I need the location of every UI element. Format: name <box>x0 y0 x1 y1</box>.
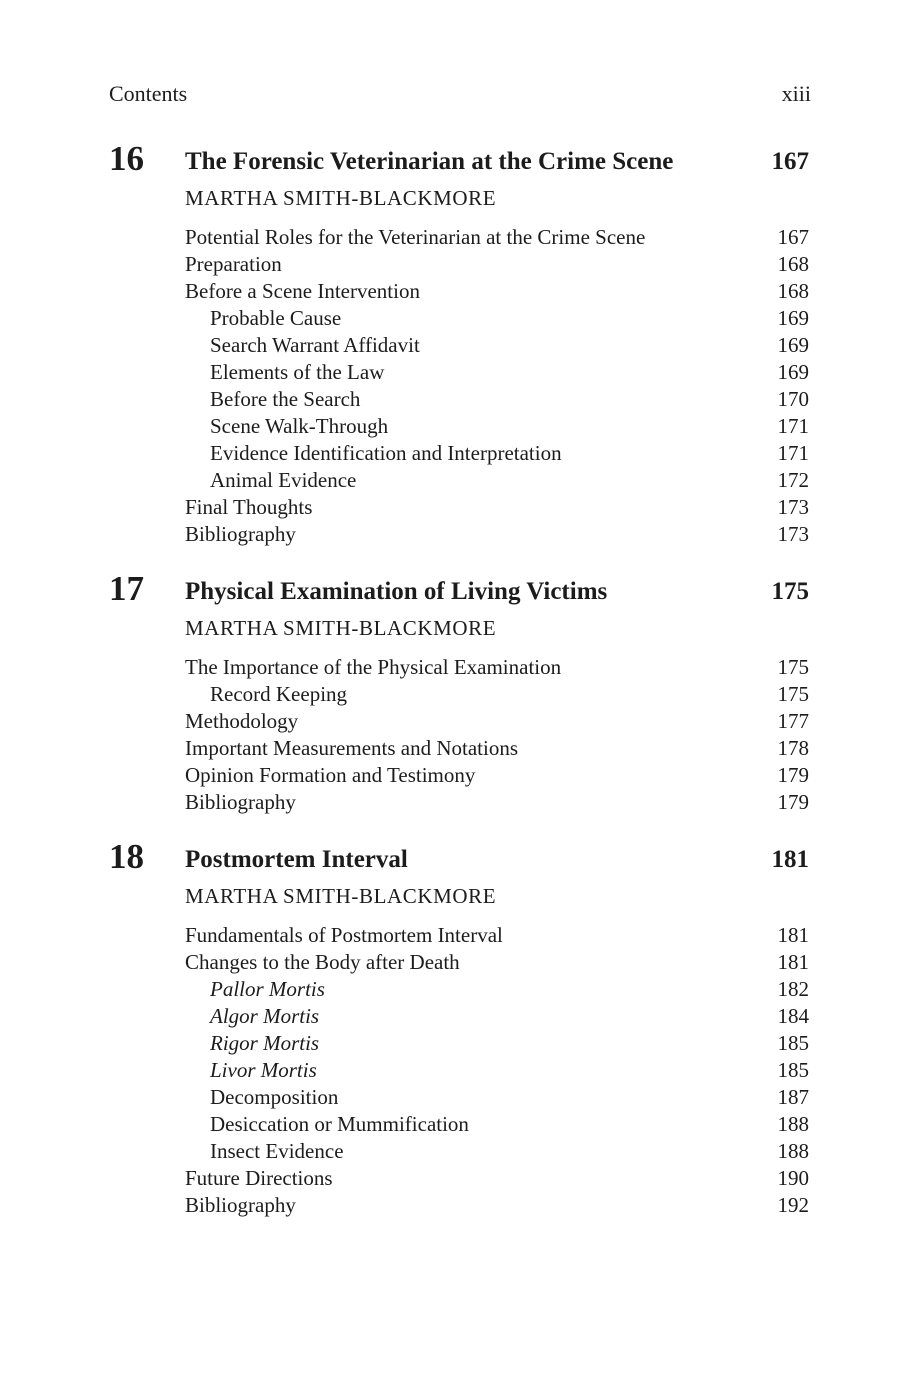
entry-label: Scene Walk-Through <box>210 414 389 438</box>
entry-page-number: 185 <box>777 1031 809 1055</box>
section-list <box>185 922 809 1219</box>
entry-page-number: 173 <box>777 495 809 519</box>
toc-subsection-entry[interactable] <box>185 440 809 467</box>
toc-subsection-entry[interactable] <box>185 1030 809 1057</box>
entry-page-number: 181 <box>777 923 809 947</box>
entry-page-number: 168 <box>777 279 809 303</box>
toc-section-entry[interactable] <box>185 224 809 251</box>
entry-page-number: 169 <box>777 333 809 357</box>
entry-label: Elements of the Law <box>210 360 385 384</box>
entry-page-number: 184 <box>777 1004 809 1028</box>
page-number: xiii <box>781 81 811 106</box>
entry-label: Final Thoughts <box>185 495 313 519</box>
entry-label: Opinion Formation and Testimony <box>185 763 476 787</box>
entry-label: Livor Mortis <box>210 1058 317 1082</box>
entry-label: Potential Roles for the Veterinarian at the Crime Scene <box>185 225 646 249</box>
section-list <box>185 224 809 548</box>
entry-page-number: 169 <box>777 306 809 330</box>
entry-label: Decomposition <box>210 1085 339 1109</box>
toc-subsection-entry[interactable] <box>185 413 809 440</box>
entry-label: Methodology <box>185 709 299 733</box>
toc-subsection-entry[interactable] <box>185 1057 809 1084</box>
entry-label: Probable Cause <box>210 306 342 330</box>
toc-subsection-entry[interactable] <box>185 976 809 1003</box>
toc-subsection-entry[interactable] <box>185 681 809 708</box>
entry-page-number: 171 <box>777 441 809 465</box>
entry-label: Bibliography <box>185 790 296 814</box>
table-of-contents <box>109 138 809 1239</box>
entry-page-number: 177 <box>777 709 809 733</box>
toc-section-entry[interactable] <box>185 521 809 548</box>
toc-subsection-entry[interactable] <box>185 359 809 386</box>
toc-section-entry[interactable] <box>185 949 809 976</box>
toc-section-entry[interactable] <box>185 735 809 762</box>
chapter-heading <box>109 836 809 882</box>
entry-page-number: 192 <box>777 1193 809 1217</box>
chapter-block <box>109 836 809 1219</box>
entry-label: Animal Evidence <box>210 468 357 492</box>
entry-page-number: 188 <box>777 1112 809 1136</box>
entry-page-number: 175 <box>777 682 809 706</box>
entry-label: Insect Evidence <box>210 1139 344 1163</box>
entry-label: Bibliography <box>185 522 296 546</box>
entry-page-number: 172 <box>777 468 809 492</box>
entry-page-number: 190 <box>777 1166 809 1190</box>
chapter-title[interactable]: Postmortem Interval <box>185 846 408 873</box>
chapter-title[interactable]: The Forensic Veterinarian at the Crime Scene <box>185 148 674 175</box>
entry-page-number: 181 <box>777 950 809 974</box>
entry-label: Desiccation or Mummification <box>210 1112 469 1136</box>
running-head <box>109 80 811 108</box>
toc-section-entry[interactable] <box>185 251 809 278</box>
entry-label: Future Directions <box>185 1166 333 1190</box>
entry-page-number: 187 <box>777 1085 809 1109</box>
chapter-block <box>109 138 809 548</box>
chapter-block <box>109 568 809 816</box>
entry-page-number: 185 <box>777 1058 809 1082</box>
entry-page-number: 169 <box>777 360 809 384</box>
entry-label: Preparation <box>185 252 282 276</box>
toc-subsection-entry[interactable] <box>185 386 809 413</box>
toc-section-entry[interactable] <box>185 278 809 305</box>
toc-section-entry[interactable] <box>185 922 809 949</box>
entry-label: Changes to the Body after Death <box>185 950 460 974</box>
toc-subsection-entry[interactable] <box>185 1084 809 1111</box>
entry-label: Search Warrant Affidavit <box>210 333 420 357</box>
entry-label: Bibliography <box>185 1193 296 1217</box>
running-head-section: Contents <box>109 81 188 106</box>
entry-label: Before a Scene Intervention <box>185 279 420 303</box>
toc-subsection-entry[interactable] <box>185 1111 809 1138</box>
entry-label: Fundamentals of Postmortem Interval <box>185 923 503 947</box>
toc-section-entry[interactable] <box>185 1165 809 1192</box>
chapter-page-number: 175 <box>771 578 809 605</box>
chapter-number: 18 <box>109 837 144 876</box>
toc-subsection-entry[interactable] <box>185 1003 809 1030</box>
toc-section-entry[interactable] <box>185 1192 809 1219</box>
entry-page-number: 179 <box>777 763 809 787</box>
chapter-page-number: 181 <box>771 846 809 873</box>
entry-page-number: 179 <box>777 790 809 814</box>
entry-page-number: 182 <box>777 977 809 1001</box>
toc-section-entry[interactable] <box>185 494 809 521</box>
toc-subsection-entry[interactable] <box>185 305 809 332</box>
entry-label: Important Measurements and Notations <box>185 736 519 760</box>
section-list <box>185 654 809 816</box>
toc-subsection-entry[interactable] <box>185 467 809 494</box>
toc-section-entry[interactable] <box>185 708 809 735</box>
toc-subsection-entry[interactable] <box>185 332 809 359</box>
entry-label: Before the Search <box>210 387 361 411</box>
entry-label: Record Keeping <box>210 682 348 706</box>
chapter-heading <box>109 138 809 184</box>
chapter-heading <box>109 568 809 614</box>
entry-page-number: 188 <box>777 1139 809 1163</box>
entry-label: Rigor Mortis <box>210 1031 320 1055</box>
entry-page-number: 167 <box>777 225 809 249</box>
chapter-author: MARTHA SMITH-BLACKMORE <box>185 884 497 908</box>
entry-page-number: 171 <box>777 414 809 438</box>
toc-subsection-entry[interactable] <box>185 1138 809 1165</box>
chapter-author: MARTHA SMITH-BLACKMORE <box>185 186 497 210</box>
entry-label: Evidence Identification and Interpretation <box>210 441 562 465</box>
toc-section-entry[interactable] <box>185 654 809 681</box>
chapter-number: 17 <box>109 569 144 608</box>
entry-label: Algor Mortis <box>210 1004 320 1028</box>
toc-section-entry[interactable] <box>185 762 809 789</box>
entry-page-number: 175 <box>777 655 809 679</box>
entry-label: The Importance of the Physical Examination <box>185 655 562 679</box>
entry-page-number: 173 <box>777 522 809 546</box>
entry-page-number: 170 <box>777 387 809 411</box>
chapter-title[interactable]: Physical Examination of Living Victims <box>185 578 608 605</box>
chapter-page-number: 167 <box>771 148 809 175</box>
entry-label: Pallor Mortis <box>210 977 325 1001</box>
chapter-number: 16 <box>109 139 144 178</box>
chapter-author: MARTHA SMITH-BLACKMORE <box>185 616 497 640</box>
toc-section-entry[interactable] <box>185 789 809 816</box>
entry-page-number: 178 <box>777 736 809 760</box>
entry-page-number: 168 <box>777 252 809 276</box>
